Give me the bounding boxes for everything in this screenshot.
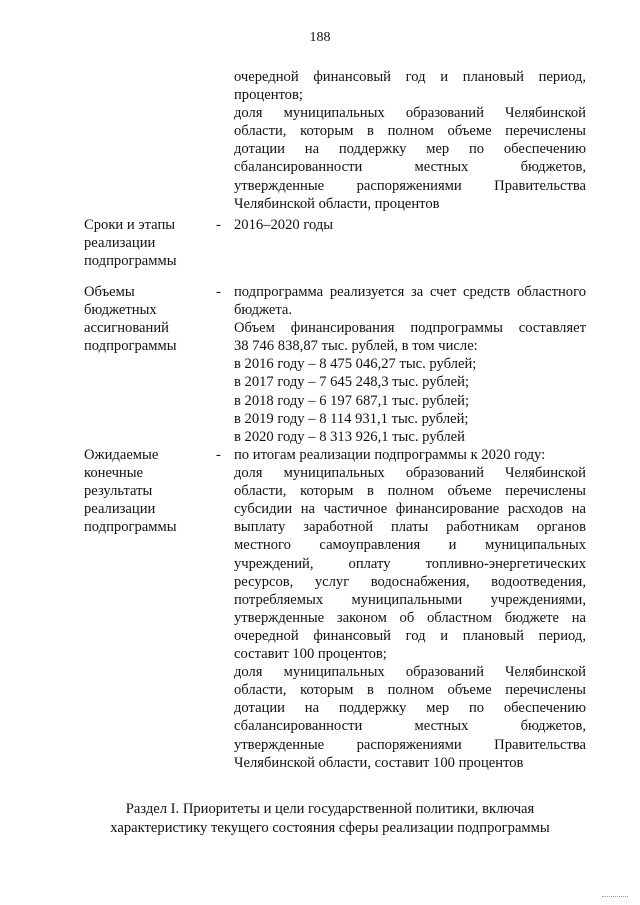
row-content-line: области, которым в полном объеме перечислены bbox=[234, 682, 586, 699]
row-label-line: подпрограммы bbox=[84, 253, 177, 270]
row-label-line: Ожидаемые bbox=[84, 447, 159, 463]
row-content-line: в 2020 году – 8 313 926,1 тыс. рублей bbox=[234, 428, 465, 445]
row-content-line: 2016–2020 годы bbox=[234, 217, 334, 233]
row-content-line: ресурсов, услуг водоснабжения, водоотведения, bbox=[234, 573, 586, 590]
row-content-line: очередной финансовый год и плановый период, bbox=[234, 627, 586, 644]
row-content-line: Челябинской области, составит 100 процентов bbox=[234, 754, 524, 771]
row-content-line: дотации на поддержку мер по обеспечению bbox=[234, 700, 586, 717]
intro-line: Челябинской области, процентов bbox=[234, 195, 440, 212]
row-content-line: в 2018 году – 6 197 687,1 тыс. рублей; bbox=[234, 392, 470, 409]
intro-line: очередной финансовый год и плановый период, bbox=[234, 69, 586, 85]
row-content-line: Объем финансирования подпрограммы составляет bbox=[234, 320, 586, 337]
row-content-line: доля муниципальных образований Челябинской bbox=[234, 664, 586, 681]
row-content-line: в 2016 году – 8 475 046,27 тыс. рублей; bbox=[234, 356, 477, 373]
intro-line: дотации на поддержку мер по обеспечению bbox=[234, 141, 586, 158]
intro-line: сбалансированности местных бюджетов, bbox=[234, 159, 586, 176]
section-heading bbox=[60, 800, 600, 838]
page-number: 188 bbox=[309, 30, 331, 45]
row-content-line: 38 746 838,87 тыс. рублей, в том числе: bbox=[234, 338, 478, 355]
row-content-line: выплату заработной платы работникам органов bbox=[234, 519, 586, 536]
row-label-line: ассигнований bbox=[84, 320, 169, 337]
row-label bbox=[84, 216, 209, 270]
row-content-line: местного самоуправления и муниципальных bbox=[234, 537, 586, 554]
section-heading-line: Раздел I. Приоритеты и цели государственной политики, включая bbox=[125, 801, 535, 817]
row-content-line: бюджета. bbox=[234, 302, 293, 319]
row-content-line: субсидии на частичное финансирование расходов на bbox=[234, 501, 586, 518]
section-heading-line: характеристику текущего состояния сферы реализации подпрограммы bbox=[110, 820, 550, 836]
row-dash: - bbox=[216, 447, 221, 463]
row-content-line: учреждений, оплату топливно-энергетических bbox=[234, 555, 586, 572]
row-content-line: составит 100 процентов; bbox=[234, 646, 387, 663]
row-content-line: в 2017 году – 7 645 248,3 тыс. рублей; bbox=[234, 374, 470, 391]
row-label-line: Сроки и этапы bbox=[84, 217, 176, 233]
row-content-line: утвержденные законом об областном бюджете на bbox=[234, 609, 586, 626]
row-content-line: доля муниципальных образований Челябинской bbox=[234, 465, 586, 482]
intro-line: доля муниципальных образований Челябинской bbox=[234, 105, 586, 122]
row-content-line: в 2019 году – 8 114 931,1 тыс. рублей; bbox=[234, 410, 469, 427]
intro-continuation bbox=[234, 68, 586, 213]
row-label-line: конечные bbox=[84, 465, 144, 482]
row-content bbox=[234, 216, 586, 234]
row-label-line: реализации bbox=[84, 235, 156, 252]
row-content-line: потребляемых муниципальными учреждениями, bbox=[234, 591, 586, 608]
intro-line: процентов; bbox=[234, 87, 303, 104]
row-label-line: реализации bbox=[84, 501, 156, 518]
row-dash: - bbox=[216, 284, 221, 300]
row-content-line: области, которым в полном объеме перечислены bbox=[234, 483, 586, 500]
intro-line: области, которым в полном объеме перечислены bbox=[234, 123, 586, 140]
row-label-line: подпрограммы bbox=[84, 338, 177, 355]
row-label-line: бюджетных bbox=[84, 302, 157, 319]
row-label bbox=[84, 283, 209, 355]
row-label-line: результаты bbox=[84, 483, 153, 500]
row-label-line: Объемы bbox=[84, 284, 135, 300]
row-content bbox=[234, 446, 586, 772]
scan-mark bbox=[602, 896, 628, 899]
intro-line: утвержденные распоряжениями Правительства bbox=[234, 177, 586, 194]
row-content-line: утвержденные распоряжениями Правительства bbox=[234, 736, 586, 753]
row-content-line: по итогам реализации подпрограммы к 2020 году: bbox=[234, 447, 546, 463]
row-label-line: подпрограммы bbox=[84, 519, 177, 536]
row-content-line: сбалансированности местных бюджетов, bbox=[234, 718, 586, 735]
row-content-line: подпрограмма реализуется за счет средств областного bbox=[234, 284, 586, 300]
row-label bbox=[84, 446, 209, 536]
row-dash: - bbox=[216, 217, 221, 233]
row-content bbox=[234, 283, 586, 446]
